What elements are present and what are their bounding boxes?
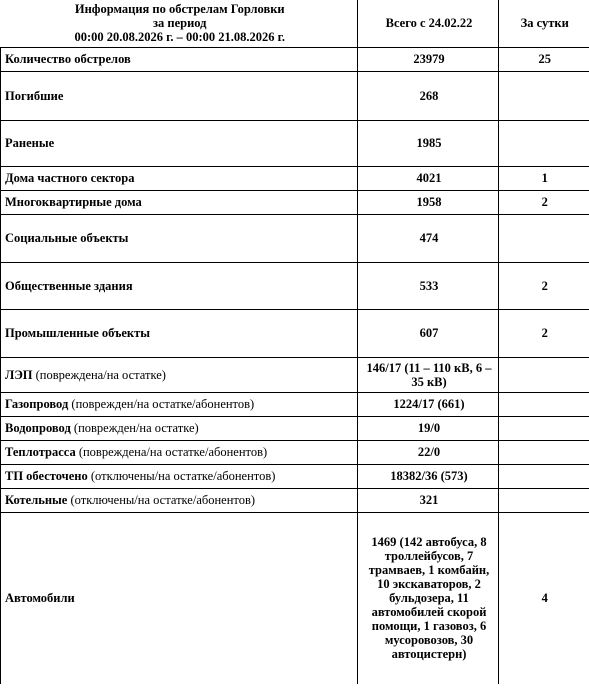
row-label [1,166,358,190]
row-label [1,357,358,392]
row-total: 1469 (142 автобуса, 8 троллейбусов, 7 трамваев, 1 комбайн, 10 экскаваторов, 2 бульдозера, 11 автомобилей скорой помощи, 1 газовоз, 6 мусоровозов, 30 автоцистерн) [358,512,499,684]
row-day [499,392,589,416]
row-day [499,440,589,464]
row-label-text: Дома частного сектора [5,171,135,185]
column-header-total: Всего с 24.02.22 [358,0,499,47]
row-total: 268 [358,71,499,120]
title-line-2: за период [152,16,207,31]
row-total: 1985 [358,120,499,166]
row-day [499,357,589,392]
table-row [1,512,589,684]
row-total: 22/0 [358,440,499,464]
row-label-text: Котельные [5,493,68,507]
row-day: 2 [499,190,589,214]
row-total: 18382/36 (573) [358,464,499,488]
table-row [1,464,589,488]
row-label-text: Многоквартирные дома [5,195,142,209]
table-row [1,309,589,357]
row-label-text: Количество обстрелов [5,52,131,66]
row-label [1,309,358,357]
row-label-text: Раненые [5,136,55,150]
row-day [499,120,589,166]
row-day: 1 [499,166,589,190]
row-label [1,488,358,512]
table-row [1,120,589,166]
row-label [1,416,358,440]
table-row [1,416,589,440]
header-row [1,0,589,47]
title-line-1: Информация по обстрелам Горловки [74,2,285,17]
row-label-note: (поврежден/на остатке) [70,421,199,435]
row-day: 2 [499,309,589,357]
row-day: 25 [499,47,589,71]
table-row [1,357,589,392]
row-label-note: (повреждена/на остатке) [32,367,166,382]
row-label-note: (отключены/на остатке/абонентов) [87,469,276,483]
row-label [1,71,358,120]
row-label-text: Промышленные объекты [5,326,151,340]
row-label [1,512,358,684]
row-label [1,214,358,262]
row-total: 607 [358,309,499,357]
row-day [499,464,589,488]
report-title [1,0,358,47]
row-day: 2 [499,262,589,309]
row-label-text: Автомобили [5,591,75,606]
row-label [1,120,358,166]
row-label-note: (отключены/на остатке/абонентов) [67,493,256,507]
row-label-text: ЛЭП [5,367,33,382]
row-total: 321 [358,488,499,512]
table-row [1,71,589,120]
row-label [1,464,358,488]
row-total: 146/17 (11 – 110 кВ, 6 – 35 кВ) [358,357,499,392]
row-total: 533 [358,262,499,309]
row-label-text: Общественные здания [5,278,133,293]
row-day [499,416,589,440]
row-label [1,190,358,214]
table-row [1,440,589,464]
row-label-text: Социальные объекты [5,231,129,245]
row-day [499,214,589,262]
table-row [1,190,589,214]
table-row [1,166,589,190]
table-row [1,262,589,309]
row-label-note: (поврежден/на остатке/абонентов) [68,397,255,411]
table-row [1,392,589,416]
table-row [1,214,589,262]
title-line-3: 00:00 20.08.2026 г. – 00:00 21.08.2026 г. [74,30,286,45]
table-row [1,488,589,512]
row-total: 19/0 [358,416,499,440]
row-total: 1224/17 (661) [358,392,499,416]
row-label [1,47,358,71]
row-day [499,71,589,120]
row-label [1,392,358,416]
row-label-text: Теплотрасса [5,445,76,459]
row-total: 474 [358,214,499,262]
row-total: 23979 [358,47,499,71]
row-day [499,488,589,512]
row-day: 4 [499,512,589,684]
table-row [1,47,589,71]
row-total: 1958 [358,190,499,214]
row-label-text: Погибшие [5,88,64,103]
row-label-note: (повреждена/на остатке/абонентов) [75,445,268,459]
row-label-text: Газопровод [5,397,69,411]
column-header-day: За сутки [499,0,589,47]
row-total: 4021 [358,166,499,190]
row-label [1,262,358,309]
row-label-text: Водопровод [5,421,71,435]
row-label [1,440,358,464]
row-label-text: ТП обесточено [5,469,88,483]
